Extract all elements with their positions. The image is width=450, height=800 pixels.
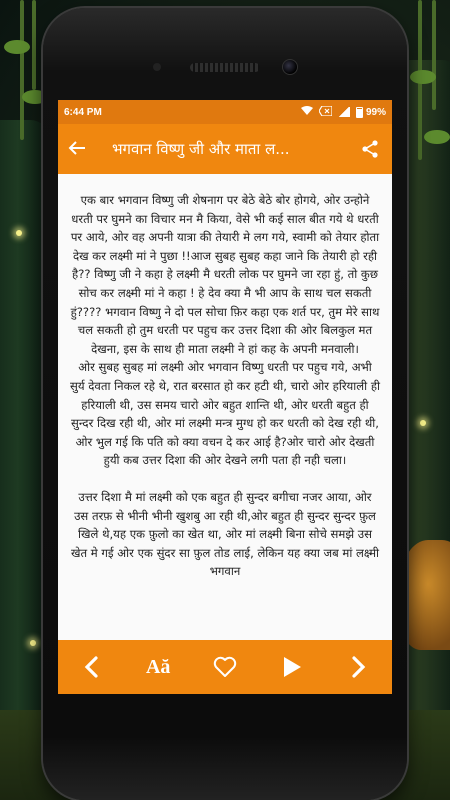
play-button[interactable]	[267, 645, 317, 689]
reader-controls	[58, 640, 392, 694]
next-button[interactable]	[334, 645, 384, 689]
vine	[20, 0, 24, 140]
owl-figure	[400, 540, 450, 650]
story-paragraph: एक बार भगवान विष्णु जी शेषनाग पर बेठे बेठे बोर होगये, ओर उन्होने धरती पर घुमने का विचार मन मै किया, वेसे भी कई साल बीत गये थे धरती पर आये, ओर वह अपनी यात्रा की तेयारी मे लग गये, स्वामी को तेयार होता देख कर लक्ष्मी मां ने पुछा !!आज सुबह सुबह कहा जाने कि तेयारी हो रही है?? विष्णु जी ने कहा हे लक्ष्मी मै धरती लोक पर घुमने जा रहा हुं, तो कुछ सोच कर लक्ष्मी मां ने कहा ! हे देव क्या मै भी आप के साथ चल सकती हुं???? भगवान विष्णु ने दो पल सोचा फ़िर कहा एक शर्त पर, तुम मेरे साथ चल सकती हो तुम धरती पर पहुच कर उत्तर दिशा की ओर बिलकुल मत देखना, इस के साथ ही माता लक्ष्मी ने हां कह के अपनी मनवाली।	[70, 193, 380, 356]
story-paragraph: ओर सुबह सुबह मां लक्ष्मी ओर भगवान विष्णु धरती पर पहुच गये, अभी सुर्य देवता निकल रहे थे, रात बरसात हो कर हटी थी, चारो ओर हरियाली ही हरियाली थी, उस समय चारो ओर बहुत शान्ति थी, ओर धरती बहुत ही सुन्दर दिख रही थी, ओर मां लक्ष्मी मन्त्र मुग्ध हो कर धरती को देख रही थी, ओर भुल गई कि पति को क्या वचन दे कर आई है?ओर चारो ओर देखती हुयी कब उत्तर दिशा की ओर देखने लगी पता ही नही चला।	[70, 360, 380, 468]
heart-outline-icon	[213, 656, 237, 678]
status-time: 6:44 PM	[64, 106, 102, 118]
firefly	[420, 420, 426, 426]
vine	[32, 0, 36, 90]
signal-icon	[338, 107, 350, 117]
share-button[interactable]	[358, 140, 382, 158]
status-bar	[58, 100, 392, 124]
firefly	[16, 230, 22, 236]
back-button[interactable]	[68, 137, 98, 162]
proximity-sensor	[153, 63, 161, 71]
app-toolbar	[58, 124, 392, 174]
leaf	[410, 70, 436, 84]
font-size-button[interactable]: Aă	[145, 655, 171, 678]
play-icon	[282, 656, 302, 678]
previous-button[interactable]	[66, 645, 116, 689]
share-icon	[362, 140, 378, 158]
wifi-icon	[301, 106, 313, 119]
vine	[432, 0, 436, 110]
earpiece-speaker	[190, 63, 260, 72]
chevron-left-icon	[84, 656, 98, 678]
notification-x-icon	[319, 106, 332, 119]
front-camera	[282, 59, 298, 75]
story-paragraph: उत्तर दिशा मै मां लक्ष्मी को एक बहुत ही सुन्दर बगीचा नजर आया, ओर उस तरफ़ से भीनी भीनी खुशबु आ रही थी,ओर बहुत ही सुन्दर सुन्दर फ़ुल खिले थे,यह एक फ़ुलो का खेत था, ओर मां लक्ष्मी बिना सोचे समझे उस खेत मे गई ओर एक सुंदर सा फ़ुल तोड लाई, लेकिन यह क्या जब मां लक्ष्मी भगवान	[71, 489, 379, 579]
battery-percent: 99%	[365, 106, 386, 118]
leaf	[4, 40, 30, 54]
story-content[interactable]	[58, 174, 392, 640]
favorite-button[interactable]	[200, 645, 250, 689]
firefly	[30, 640, 36, 646]
battery-icon	[356, 107, 363, 118]
chevron-right-icon	[352, 656, 366, 678]
story-title: भगवान विष्णु जी और माता ल...	[112, 140, 290, 158]
arrow-back-icon	[68, 140, 86, 156]
leaf	[424, 130, 450, 144]
app-screen	[58, 100, 392, 694]
